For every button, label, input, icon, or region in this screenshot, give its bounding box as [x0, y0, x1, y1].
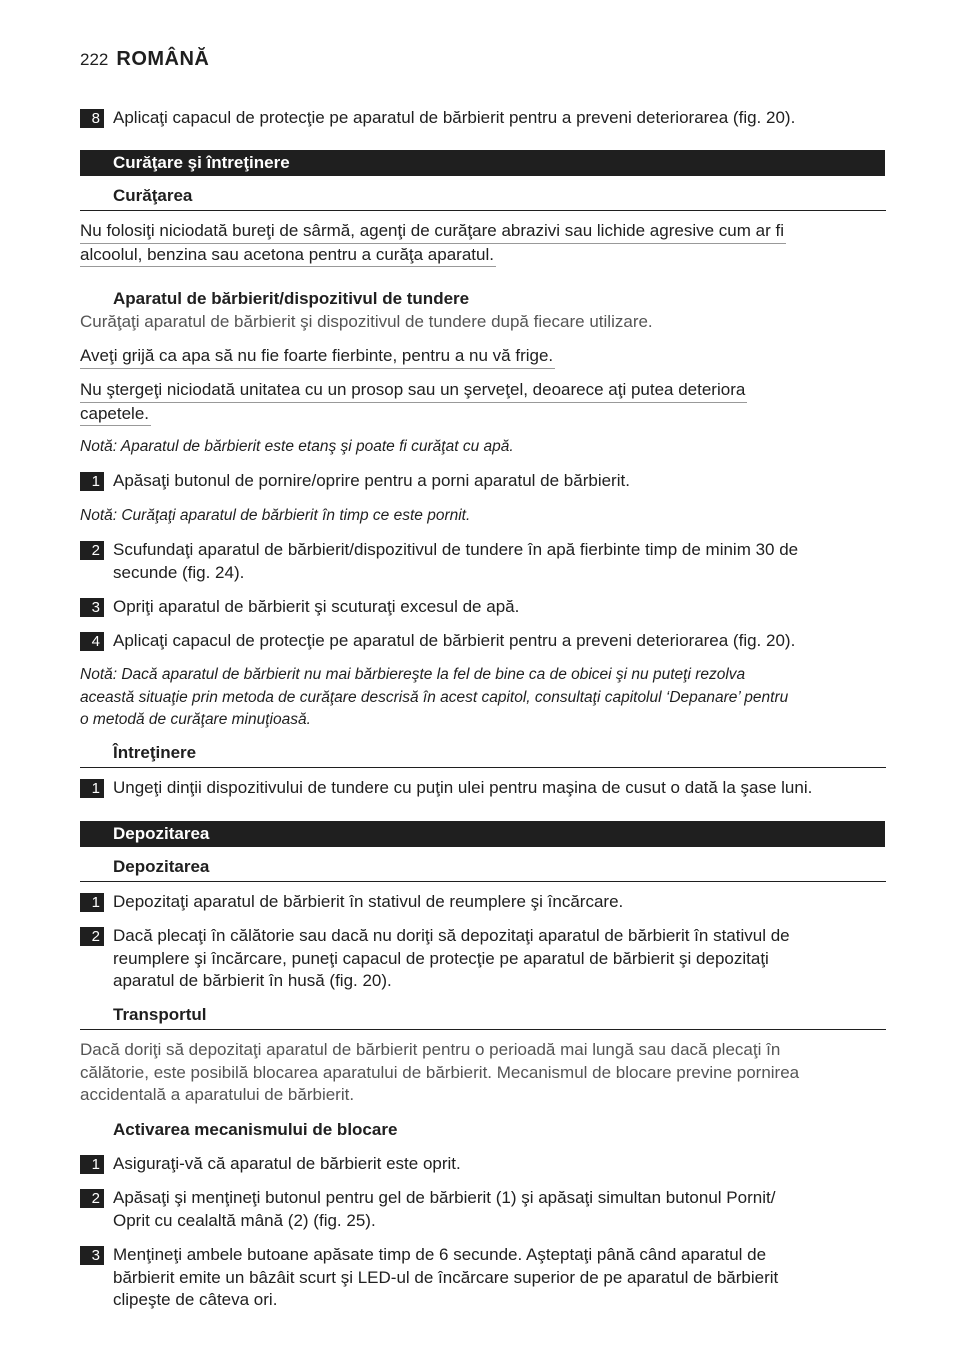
page-header — [80, 48, 209, 71]
warning-line: capetele. — [80, 403, 151, 427]
step-text: Apăsaţi şi menţineţi butonul pentru gel de bărbierit (1) şi apăsaţi simultan butonul Pornit/ Oprit cu cealaltă mână (2) (fig. 25). — [113, 1188, 776, 1230]
warning-line: Aveţi grijă ca apa să nu fie foarte fierbinte, pentru a nu vă frige. — [80, 345, 555, 369]
minor-heading: Activarea mecanismului de blocare — [113, 1120, 398, 1139]
step-number: 4 — [80, 632, 104, 651]
warning-block — [80, 345, 860, 369]
note-text: Notă: Aparatul de bărbierit este etanş şi poate fi curăţat cu apă. — [80, 438, 514, 455]
step-number: 1 — [80, 472, 104, 491]
step-text: Dacă plecaţi în călătorie sau dacă nu doriţi să depozitaţi aparatul de bărbierit în stativul de reumplere şi încărcare, puneţi capacul de protecţie pe aparatul de bărbierit şi depozitaţi aparatul de bărbierit în husă (fig. 20). — [113, 926, 790, 990]
step-text: Ungeţi dinţii dispozitivului de tundere cu puţin ulei pentru maşina de cusut o dată la şase luni. — [113, 778, 813, 797]
step-number: 1 — [80, 779, 104, 798]
step-text: Apăsaţi butonul de pornire/oprire pentru a porni aparatul de bărbierit. — [113, 471, 630, 490]
step-number: 3 — [80, 598, 104, 617]
subsection-heading: Întreţinere — [80, 742, 886, 768]
warning-line: Nu folosiţi niciodată bureţi de sârmă, agenţi de curăţare abrazivi sau lichide agresive cum ar fi — [80, 220, 786, 244]
step-number: 2 — [80, 1189, 104, 1208]
body-text: Curăţaţi aparatul de bărbierit şi dispozitivul de tundere după fiecare utilizare. — [80, 312, 653, 331]
step-number: 1 — [80, 1155, 104, 1174]
warning-block — [80, 220, 860, 267]
subsection-heading: Curăţarea — [80, 185, 886, 211]
step-text: Menţineţi ambele butoane apăsate timp de 6 secunde. Aşteptaţi până când aparatul de bărbierit emite un bâzâit scurt şi LED-ul de încărcare superior de pe aparatul de bărbierit clipeşte de câteva ori. — [113, 1245, 779, 1309]
warning-line: Nu ştergeţi niciodată unitatea cu un prosop sau un şerveţel, deoarece aţi putea deteriora — [80, 379, 747, 403]
note-text: Notă: Curăţaţi aparatul de bărbierit în timp ce este pornit. — [80, 507, 471, 524]
warning-block — [80, 379, 860, 426]
subsection-heading: Depozitarea — [80, 856, 886, 882]
step-text: Aplicaţi capacul de protecţie pe aparatul de bărbierit pentru a preveni deteriorarea (fig. 20). — [113, 631, 796, 650]
language-title: ROMÂNĂ — [116, 48, 210, 70]
note-text: Notă: Dacă aparatul de bărbierit nu mai bărbiereşte la fel de bine ca de obicei şi nu puteţi rezolva această situaţie prin metoda de curăţare descrisă în acest capitol, consultaţi capitolul ‘Depanare’ pentru o metodă de curăţare minuţioasă. — [80, 666, 789, 728]
section-title-bar: Curăţare şi întreţinere — [80, 150, 885, 176]
subsection-heading: Transportul — [80, 1004, 886, 1030]
step-number: 2 — [80, 927, 104, 946]
step-text: Depozitaţi aparatul de bărbierit în stativul de reumplere şi încărcare. — [113, 892, 624, 911]
step-number: 2 — [80, 541, 104, 560]
warning-line: alcoolul, benzina sau acetona pentru a curăţa aparatul. — [80, 244, 496, 268]
step-text: Opriţi aparatul de bărbierit şi scuturaţi excesul de apă. — [113, 597, 520, 616]
body-text: Dacă doriţi să depozitaţi aparatul de bărbierit pentru o perioadă mai lungă sau dacă plecaţi în călătorie, este posibilă blocarea aparatului de bărbierit. Mecanismul de blocare previne pornirea accidentală a aparatului de bărbierit. — [80, 1040, 800, 1104]
step-text: Aplicaţi capacul de protecţie pe aparatul de bărbierit pentru a preveni deteriorarea (fig. 20). — [113, 108, 796, 127]
step-text: Scufundaţi aparatul de bărbierit/dispozitivul de tundere în apă fierbinte timp de minim 30 de secunde (fig. 24). — [113, 540, 799, 582]
minor-heading: Aparatul de bărbierit/dispozitivul de tundere — [113, 289, 470, 308]
step-text: Asiguraţi-vă că aparatul de bărbierit este oprit. — [113, 1154, 461, 1173]
step-number: 1 — [80, 893, 104, 912]
step-number: 8 — [80, 109, 104, 128]
step-number: 3 — [80, 1246, 104, 1265]
page-number: 222 — [80, 50, 109, 69]
section-title-bar: Depozitarea — [80, 821, 885, 847]
